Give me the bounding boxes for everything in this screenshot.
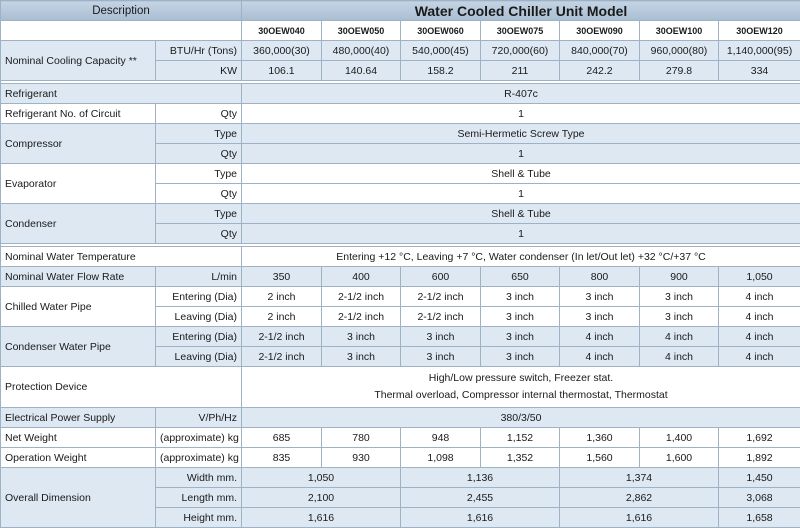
water-temp-value: Entering +12 °C, Leaving +7 °C, Water condenser (In let/Out let) +32 °C/+37 °C — [242, 247, 800, 267]
condenser-entering-cell: 3 inch — [322, 327, 401, 347]
flow-cell: 1,050 — [719, 267, 800, 287]
chilled-leaving-cell: 3 inch — [640, 307, 719, 327]
dimension-label: Overall Dimension — [1, 468, 156, 528]
condenser-qty-value: 1 — [242, 224, 800, 244]
op-weight-cell: 1,892 — [719, 448, 800, 468]
compressor-type-value: Semi-Hermetic Screw Type — [242, 124, 800, 144]
condenser-leaving-cell: 4 inch — [640, 347, 719, 367]
condenser-pipe-label: Condenser Water Pipe — [1, 327, 156, 367]
dim-length-cell: 2,455 — [401, 488, 560, 508]
dim-length-cell: 2,862 — [560, 488, 719, 508]
table-title: Water Cooled Chiller Unit Model — [242, 1, 800, 21]
net-weight-cell: 948 — [401, 428, 481, 448]
evaporator-qty-unit: Qty — [156, 184, 242, 204]
condenser-leaving-unit: Leaving (Dia) — [156, 347, 242, 367]
compressor-qty-value: 1 — [242, 144, 800, 164]
compressor-type-unit: Type — [156, 124, 242, 144]
dim-height-cell: 1,658 — [719, 508, 800, 528]
flow-cell: 800 — [560, 267, 640, 287]
flow-cell: 600 — [401, 267, 481, 287]
capacity-btu-cell: 960,000(80) — [640, 41, 719, 61]
dim-width-cell: 1,450 — [719, 468, 800, 488]
net-weight-cell: 1,400 — [640, 428, 719, 448]
dim-height-cell: 1,616 — [401, 508, 560, 528]
model-cell: 30OEW075 — [481, 21, 560, 41]
power-row — [1, 408, 800, 428]
evaporator-label: Evaporator — [1, 164, 156, 204]
capacity-label: Nominal Cooling Capacity ** — [1, 41, 156, 81]
circuit-value: 1 — [242, 104, 800, 124]
dim-length-cell: 2,100 — [242, 488, 401, 508]
model-cell: 30OEW060 — [401, 21, 481, 41]
op-weight-unit: (approximate) kg — [156, 448, 242, 468]
chilled-leaving-cell: 3 inch — [560, 307, 640, 327]
condenser-type-row — [1, 204, 800, 224]
chilled-leaving-cell: 3 inch — [481, 307, 560, 327]
models-row — [1, 21, 800, 41]
condenser-entering-unit: Entering (Dia) — [156, 327, 242, 347]
condenser-entering-cell: 2-1/2 inch — [242, 327, 322, 347]
condenser-qty-unit: Qty — [156, 224, 242, 244]
flow-label: Nominal Water Flow Rate — [1, 267, 156, 287]
net-weight-cell: 1,152 — [481, 428, 560, 448]
dim-width-cell: 1,136 — [401, 468, 560, 488]
evaporator-type-row — [1, 164, 800, 184]
condenser-leaving-cell: 4 inch — [560, 347, 640, 367]
protection-row — [1, 367, 800, 408]
evaporator-type-value: Shell & Tube — [242, 164, 800, 184]
capacity-btu-cell: 720,000(60) — [481, 41, 560, 61]
condenser-type-unit: Type — [156, 204, 242, 224]
condenser-type-value: Shell & Tube — [242, 204, 800, 224]
condenser-leaving-cell: 4 inch — [719, 347, 800, 367]
net-weight-cell: 1,360 — [560, 428, 640, 448]
op-weight-cell: 1,600 — [640, 448, 719, 468]
power-label: Electrical Power Supply — [1, 408, 156, 428]
dim-length-cell: 3,068 — [719, 488, 800, 508]
flow-cell: 400 — [322, 267, 401, 287]
refrigerant-label: Refrigerant — [1, 84, 242, 104]
chilled-entering-cell: 3 inch — [640, 287, 719, 307]
circuit-label: Refrigerant No. of Circuit — [1, 104, 156, 124]
water-temp-row — [1, 247, 800, 267]
op-weight-row — [1, 448, 800, 468]
compressor-label: Compressor — [1, 124, 156, 164]
net-weight-row — [1, 428, 800, 448]
op-weight-cell: 1,098 — [401, 448, 481, 468]
chilled-entering-cell: 3 inch — [481, 287, 560, 307]
capacity-btu-cell: 1,140,000(95) — [719, 41, 800, 61]
chilled-entering-unit: Entering (Dia) — [156, 287, 242, 307]
op-weight-cell: 835 — [242, 448, 322, 468]
capacity-kw-cell: 242.2 — [560, 61, 640, 81]
net-weight-cell: 780 — [322, 428, 401, 448]
model-cell: 30OEW100 — [640, 21, 719, 41]
compressor-type-row — [1, 124, 800, 144]
condenser-leaving-cell: 3 inch — [401, 347, 481, 367]
evaporator-type-unit: Type — [156, 164, 242, 184]
model-cell: 30OEW040 — [242, 21, 322, 41]
capacity-kw-cell: 279.8 — [640, 61, 719, 81]
chilled-leaving-cell: 2-1/2 inch — [322, 307, 401, 327]
capacity-btu-cell: 840,000(70) — [560, 41, 640, 61]
capacity-btu-cell: 480,000(40) — [322, 41, 401, 61]
chilled-leaving-cell: 2-1/2 inch — [401, 307, 481, 327]
capacity-kw-cell: 140.64 — [322, 61, 401, 81]
capacity-kw-cell: 211 — [481, 61, 560, 81]
chilled-entering-row — [1, 287, 800, 307]
dim-height-cell: 1,616 — [560, 508, 719, 528]
dim-width-unit: Width mm. — [156, 468, 242, 488]
description-header: Description — [1, 1, 242, 21]
op-weight-cell: 1,352 — [481, 448, 560, 468]
condenser-entering-cell: 4 inch — [640, 327, 719, 347]
dim-height-unit: Height mm. — [156, 508, 242, 528]
condenser-entering-cell: 3 inch — [481, 327, 560, 347]
model-cell: 30OEW090 — [560, 21, 640, 41]
circuit-unit: Qty — [156, 104, 242, 124]
dim-width-cell: 1,374 — [560, 468, 719, 488]
flow-cell: 650 — [481, 267, 560, 287]
refrigerant-row — [1, 84, 800, 104]
chilled-entering-cell: 2-1/2 inch — [322, 287, 401, 307]
chilled-entering-cell: 4 inch — [719, 287, 800, 307]
capacity-kw-cell: 106.1 — [242, 61, 322, 81]
water-temp-label: Nominal Water Temperature — [1, 247, 242, 267]
flow-unit: L/min — [156, 267, 242, 287]
net-weight-cell: 1,692 — [719, 428, 800, 448]
op-weight-cell: 930 — [322, 448, 401, 468]
condenser-label: Condenser — [1, 204, 156, 244]
dim-length-unit: Length mm. — [156, 488, 242, 508]
condenser-entering-cell: 4 inch — [719, 327, 800, 347]
condenser-leaving-cell: 2-1/2 inch — [242, 347, 322, 367]
evaporator-qty-value: 1 — [242, 184, 800, 204]
protection-value — [242, 367, 800, 408]
flow-row — [1, 267, 800, 287]
condenser-entering-cell: 3 inch — [401, 327, 481, 347]
capacity-btu-unit: BTU/Hr (Tons) — [156, 41, 242, 61]
flow-cell: 350 — [242, 267, 322, 287]
capacity-btu-cell: 360,000(30) — [242, 41, 322, 61]
protection-line-2: Thermal overload, Compressor internal thermostat, Thermostat — [246, 387, 796, 404]
chilled-entering-cell: 2 inch — [242, 287, 322, 307]
chilled-entering-cell: 3 inch — [560, 287, 640, 307]
chilled-pipe-label: Chilled Water Pipe — [1, 287, 156, 327]
chilled-leaving-cell: 4 inch — [719, 307, 800, 327]
chilled-leaving-cell: 2 inch — [242, 307, 322, 327]
net-weight-label: Net Weight — [1, 428, 156, 448]
model-cell: 30OEW120 — [719, 21, 800, 41]
capacity-btu-cell: 540,000(45) — [401, 41, 481, 61]
capacity-kw-cell: 334 — [719, 61, 800, 81]
compressor-qty-unit: Qty — [156, 144, 242, 164]
condenser-entering-row — [1, 327, 800, 347]
capacity-btu-row — [1, 41, 800, 61]
circuit-row — [1, 104, 800, 124]
net-weight-cell: 685 — [242, 428, 322, 448]
refrigerant-value: R-407c — [242, 84, 800, 104]
condenser-leaving-cell: 3 inch — [322, 347, 401, 367]
protection-label: Protection Device — [1, 367, 242, 408]
dim-height-cell: 1,616 — [242, 508, 401, 528]
capacity-kw-cell: 158.2 — [401, 61, 481, 81]
chilled-entering-cell: 2-1/2 inch — [401, 287, 481, 307]
dim-width-row — [1, 468, 800, 488]
model-cell: 30OEW050 — [322, 21, 401, 41]
op-weight-cell: 1,560 — [560, 448, 640, 468]
flow-cell: 900 — [640, 267, 719, 287]
chilled-leaving-unit: Leaving (Dia) — [156, 307, 242, 327]
op-weight-label: Operation Weight — [1, 448, 156, 468]
condenser-leaving-cell: 3 inch — [481, 347, 560, 367]
condenser-entering-cell: 4 inch — [560, 327, 640, 347]
dim-width-cell: 1,050 — [242, 468, 401, 488]
protection-line-1: High/Low pressure switch, Freezer stat. — [246, 370, 796, 387]
capacity-kw-unit: KW — [156, 61, 242, 81]
header-row — [1, 1, 800, 21]
net-weight-unit: (approximate) kg — [156, 428, 242, 448]
power-value: 380/3/50 — [242, 408, 800, 428]
power-unit: V/Ph/Hz — [156, 408, 242, 428]
